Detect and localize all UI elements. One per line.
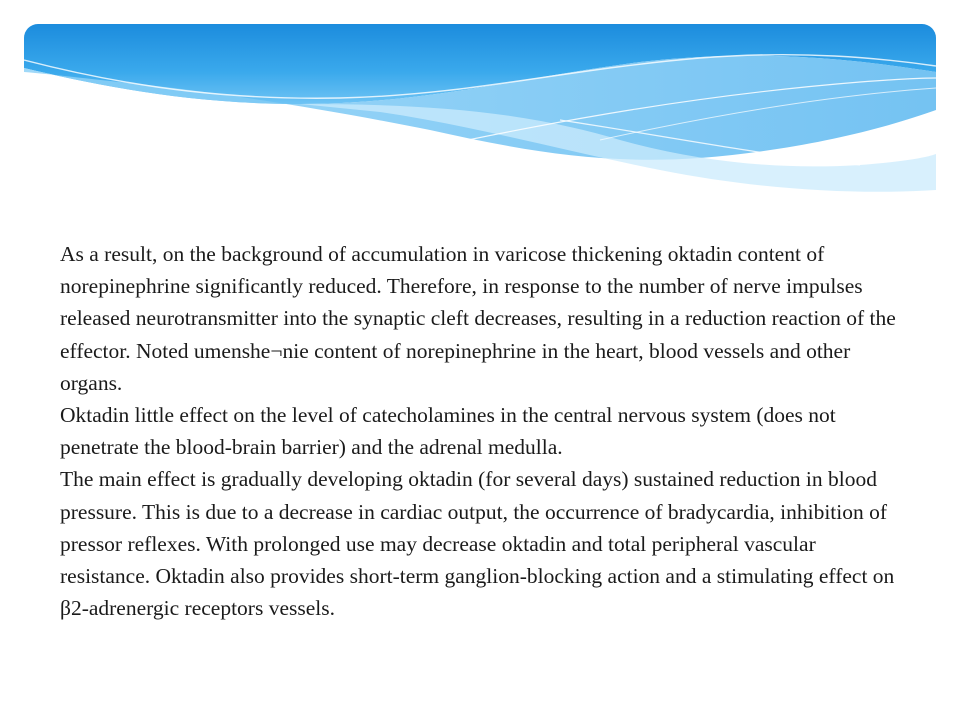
wave-banner (0, 0, 960, 210)
paragraph-3: The main effect is gradually developing oktadin (for several days) sustained reduction in blood pressure. This is due to a decrease in cardiac output, the occurrence of bradycardia, inhibition of pressor reflexes. With prolonged use may decrease oktadin and total peripheral vascular resistance. Oktadin also provides short-term ganglion-blocking action and a stimulating effect on β2-adrenergic receptors vessels. (60, 467, 895, 621)
body-text (60, 238, 910, 624)
paragraph-2: Oktadin little effect on the level of catecholamines in the central nervous system (does not penetrate the blood-brain barrier) and the adrenal medulla. (60, 403, 836, 460)
paragraph-1: As a result, on the background of accumulation in varicose thickening oktadin content of norepinephrine significantly reduced. Therefore, in response to the number of nerve impulses released neurotransmitter into the synaptic cleft decreases, resulting in a reduction reaction of the effector. Noted umenshe¬nie content of norepinephrine in the heart, blood vessels and other organs. (60, 242, 896, 395)
